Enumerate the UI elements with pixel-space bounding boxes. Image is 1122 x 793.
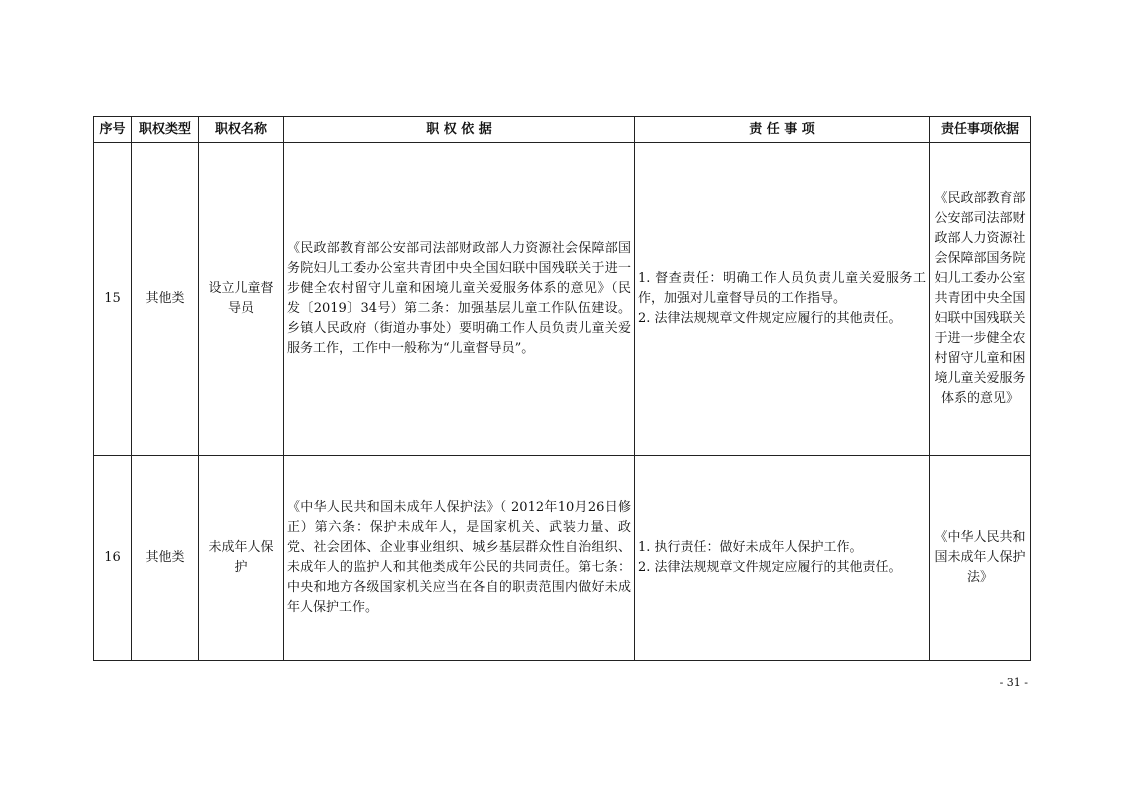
row-name: 设立儿童督导员: [199, 143, 284, 456]
table-header-row: [94, 117, 1031, 143]
row-type: 其他类: [132, 456, 199, 661]
row-basis: 《民政部教育部公安部司法部财政部人力资源社会保障部国务院妇儿工委办公室共青团中央全国妇联中国残联关于进一步健全农村留守儿童和困境儿童关爱服务体系的意见》（民发〔2019〕34号）第二条：加强基层儿童工作队伍建设。乡镇人民政府（街道办事处）要明确工作人员负责儿童关爱服务工作，工作中一般称为“儿童督导员”。: [284, 143, 635, 456]
header-number: 序号: [94, 117, 132, 143]
header-basis: 职 权 依 据: [284, 117, 635, 143]
header-name: 职权名称: [199, 117, 284, 143]
header-duty-basis: 责任事项依据: [930, 117, 1031, 143]
page-number: - 31 -: [999, 676, 1028, 689]
row-name: 未成年人保护: [199, 456, 284, 661]
row-duty-basis: 《民政部教育部公安部司法部财政部人力资源社会保障部国务院妇儿工委办公室共青团中央全国妇联中国残联关于进一步健全农村留守儿童和困境儿童关爱服务体系的意见》: [930, 143, 1031, 456]
row-duty-basis: 《中华人民共和国未成年人保护法》: [930, 456, 1031, 661]
row-duties: [635, 456, 930, 661]
table-row: [94, 456, 1031, 661]
table-row: [94, 143, 1031, 456]
row-basis: 《中华人民共和国未成年人保护法》（ 2012年10月26日修正）第六条：保护未成年人，是国家机关、武装力量、政党、社会团体、企业事业组织、城乡基层群众性自治组织、未成年人的监护人和其他类成年公民的共同责任。第七条：中央和地方各级国家机关应当在各自的职责范围内做好未成年人保护工作。: [284, 456, 635, 661]
row-type: 其他类: [132, 143, 199, 456]
header-duties: 责 任 事 项: [635, 117, 930, 143]
duty-table: [93, 116, 1031, 661]
row-duties: [635, 143, 930, 456]
duty-item: 1. 督查责任：明确工作人员负责儿童关爱服务工作，加强对儿童督导员的工作指导。: [638, 271, 926, 306]
duty-item: 2. 法律法规规章文件规定应履行的其他责任。: [638, 311, 902, 326]
row-number: 16: [94, 456, 132, 661]
header-type: 职权类型: [132, 117, 199, 143]
row-number: 15: [94, 143, 132, 456]
duty-item: 2. 法律法规规章文件规定应履行的其他责任。: [638, 560, 902, 575]
duty-item: 1. 执行责任：做好未成年人保护工作。: [638, 540, 863, 555]
